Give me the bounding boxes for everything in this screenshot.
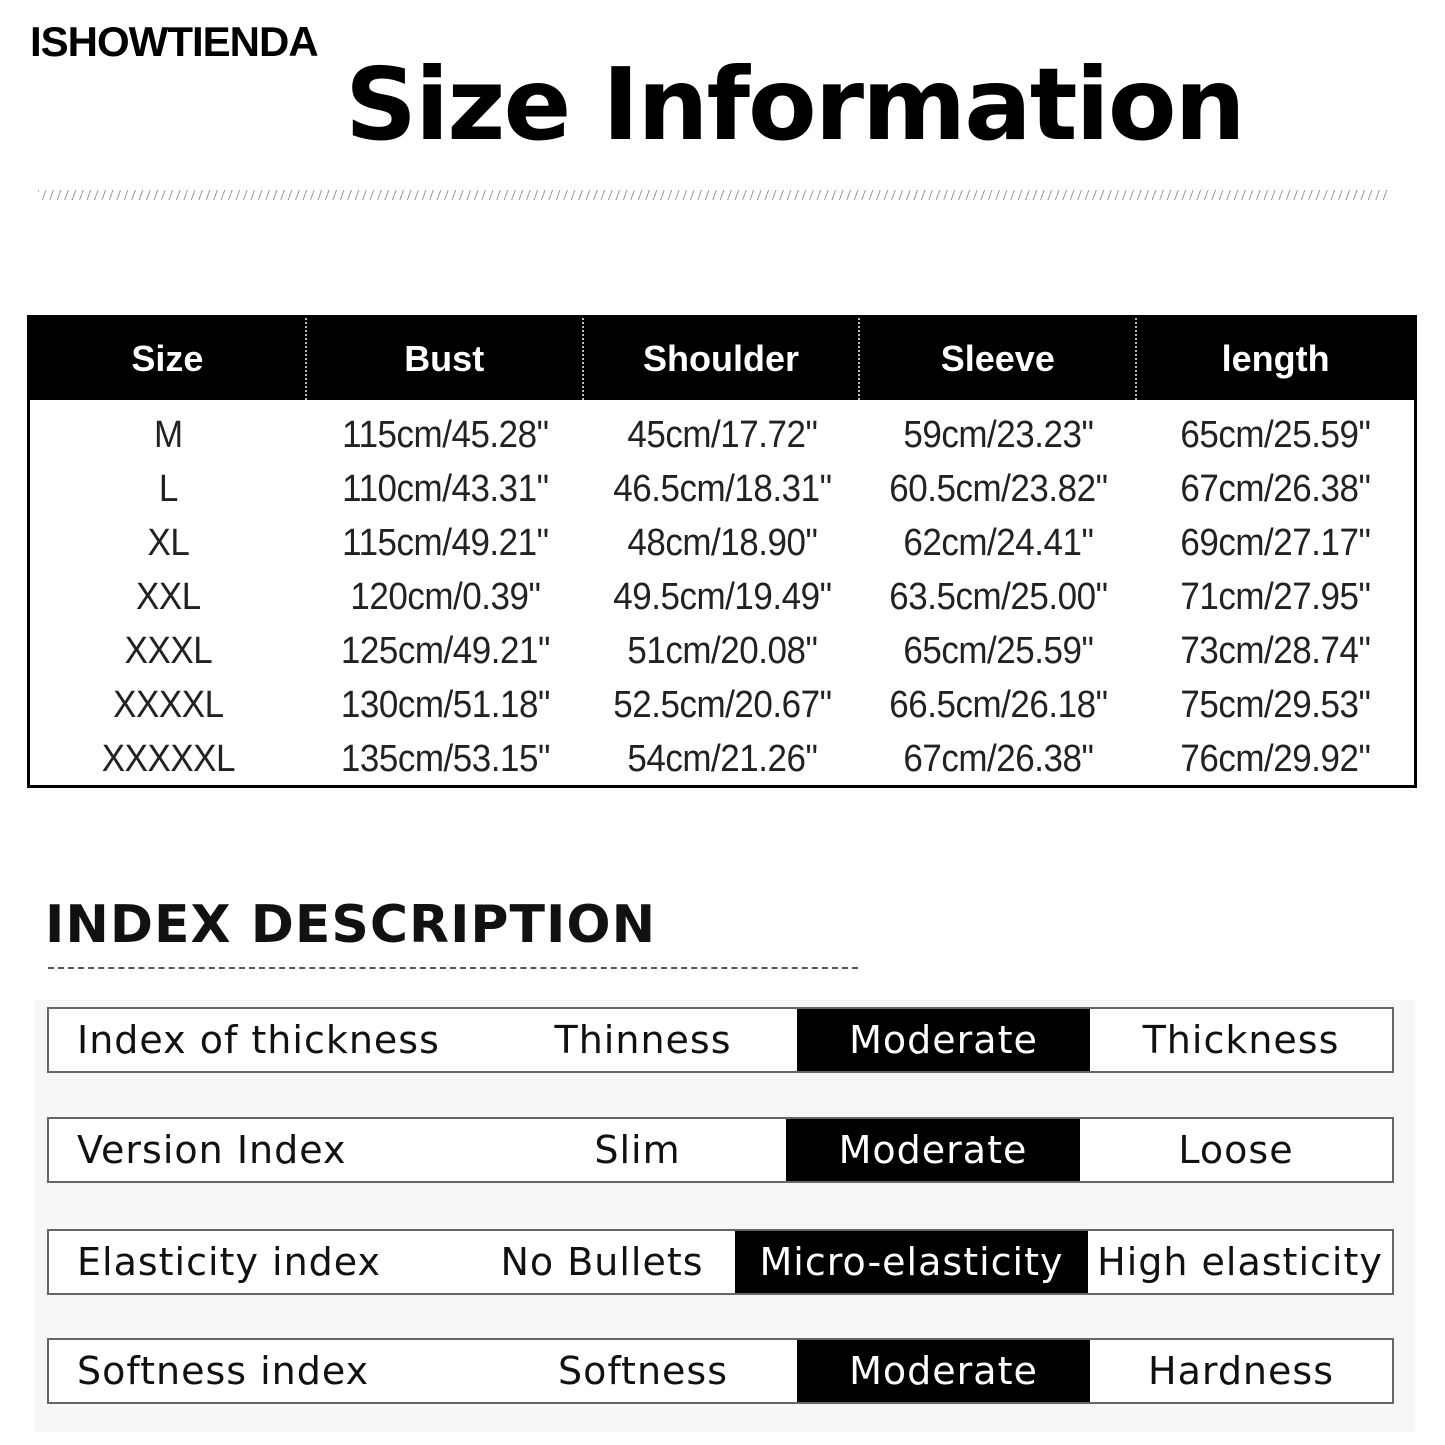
cell-size: XXL	[136, 575, 201, 618]
decorative-divider	[38, 190, 1390, 200]
index-option: Thinness	[554, 1018, 732, 1062]
size-table-body	[30, 400, 1414, 786]
index-row-elasticity	[47, 1229, 1394, 1295]
header-length: length	[1221, 338, 1330, 379]
index-label: Elasticity index	[77, 1240, 381, 1284]
index-option: Hardness	[1148, 1349, 1334, 1393]
page-title: Size Information	[345, 46, 1244, 163]
cell-size: XXXL	[124, 629, 213, 672]
cell-sleeve: 65cm/25.59"	[903, 629, 1094, 672]
header-sleeve: Sleeve	[860, 318, 1137, 400]
cell-size: XL	[147, 521, 190, 564]
index-description-title: INDEX DESCRIPTION	[45, 895, 657, 955]
cell-bust: 125cm/49.21"	[340, 629, 550, 672]
cell-bust: 120cm/0.39"	[350, 575, 541, 618]
index-option: No Bullets	[500, 1240, 704, 1284]
cell-length: 76cm/29.92"	[1180, 737, 1371, 780]
cell-shoulder: 48cm/18.90"	[626, 521, 818, 564]
index-option-selected: Moderate	[797, 1009, 1090, 1071]
cell-size: M	[154, 413, 183, 456]
index-row-thickness	[47, 1007, 1394, 1073]
table-row	[30, 732, 1414, 786]
index-option-selected: Moderate	[797, 1340, 1090, 1402]
table-row	[30, 462, 1414, 516]
cell-bust: 110cm/43.31"	[341, 467, 549, 510]
cell-sleeve: 60.5cm/23.82"	[889, 467, 1108, 510]
table-row	[30, 408, 1414, 462]
cell-shoulder: 51cm/20.08"	[626, 629, 818, 672]
index-option: Loose	[1178, 1128, 1294, 1172]
cell-shoulder: 52.5cm/20.67"	[612, 683, 832, 726]
index-option: Slim	[594, 1128, 681, 1172]
cell-size: L	[158, 467, 178, 510]
index-option: Thickness	[1142, 1018, 1340, 1062]
cell-shoulder: 45cm/17.72"	[626, 413, 818, 456]
index-label: Softness index	[77, 1349, 370, 1393]
dashed-divider	[48, 967, 858, 969]
index-label: Index of thickness	[77, 1018, 440, 1062]
cell-size: XXXXL	[113, 683, 224, 726]
brand-logo-text: ISHOWTIENDA	[30, 18, 318, 65]
table-row	[30, 624, 1414, 678]
cell-shoulder: 54cm/21.26"	[626, 737, 818, 780]
cell-sleeve: 63.5cm/25.00"	[889, 575, 1108, 618]
cell-sleeve: 59cm/23.23"	[903, 413, 1094, 456]
cell-size: XXXXXL	[101, 737, 236, 780]
header-bust: Bust	[307, 318, 584, 400]
index-option: High elasticity	[1097, 1240, 1383, 1284]
index-option-selected: Moderate	[786, 1119, 1080, 1181]
cell-sleeve: 62cm/24.41"	[903, 521, 1094, 564]
index-row-softness	[47, 1338, 1394, 1404]
header-shoulder: Shoulder	[584, 318, 861, 400]
cell-length: 71cm/27.95"	[1180, 575, 1371, 618]
size-table	[27, 315, 1417, 788]
cell-length: 69cm/27.17"	[1180, 521, 1371, 564]
table-row	[30, 570, 1414, 624]
index-option: Softness	[557, 1349, 729, 1393]
cell-bust: 135cm/53.15"	[340, 737, 550, 780]
header-size: Size	[30, 318, 307, 400]
cell-sleeve: 66.5cm/26.18"	[889, 683, 1108, 726]
table-row	[30, 678, 1414, 732]
cell-length: 65cm/25.59"	[1180, 413, 1371, 456]
index-option-selected: Micro-elasticity	[735, 1231, 1088, 1293]
cell-bust: 115cm/45.28"	[341, 413, 549, 456]
table-row	[30, 516, 1414, 570]
index-label: Version Index	[77, 1128, 347, 1172]
cell-length: 67cm/26.38"	[1180, 467, 1371, 510]
cell-shoulder: 46.5cm/18.31"	[612, 467, 832, 510]
cell-bust: 130cm/51.18"	[340, 683, 550, 726]
cell-length: 73cm/28.74"	[1180, 629, 1371, 672]
index-row-version	[47, 1117, 1394, 1183]
cell-sleeve: 67cm/26.38"	[903, 737, 1094, 780]
size-table-header	[30, 318, 1414, 400]
cell-shoulder: 49.5cm/19.49"	[612, 575, 832, 618]
cell-bust: 115cm/49.21"	[341, 521, 549, 564]
cell-length: 75cm/29.53"	[1180, 683, 1371, 726]
